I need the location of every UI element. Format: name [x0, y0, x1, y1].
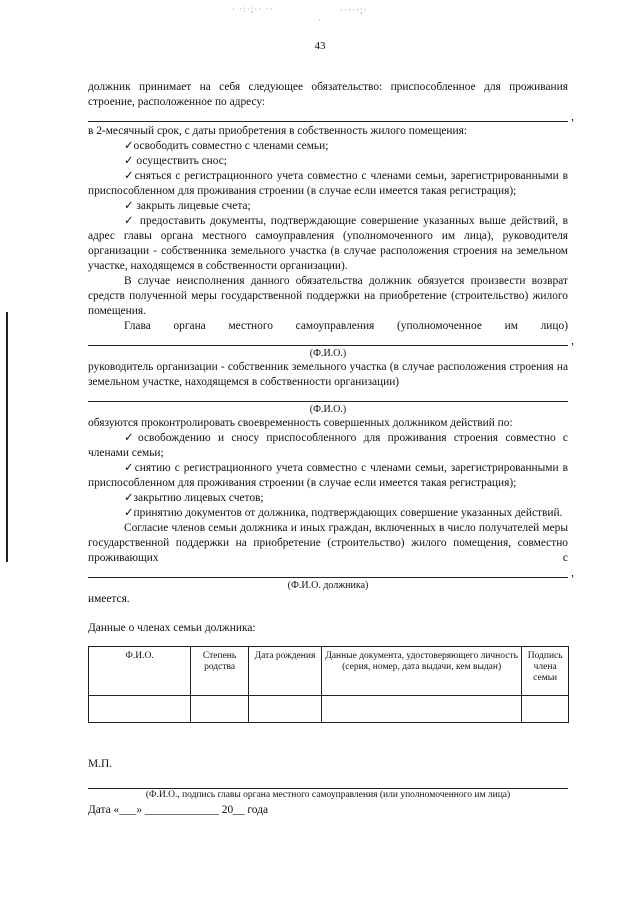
signature-caption: (Ф.И.О., подпись главы органа местного самоуправления (или уполномоченного им лица): [145, 790, 511, 800]
date-line: Дата «___» _____________ 20__ года: [88, 804, 268, 816]
column-header-id-document: Данные документа, удостоверяющего личность (серия, номер, дата выдачи, кем выдан): [322, 647, 522, 696]
fio-caption: (Ф.И.О.): [309, 404, 347, 415]
blank-comma: ,: [571, 111, 574, 123]
table-cell: [191, 696, 249, 723]
paragraph-family-consent: Согласие членов семьи должника и иных граждан, включенных в число получателей меры государственной поддержки на приобретение (строительство) жилого помещения, совместно проживающих с: [88, 522, 568, 564]
fio-caption: (Ф.И.О.): [309, 348, 347, 359]
obligation-item-close-accounts: ✓ закрыть лицевые счета;: [124, 200, 251, 212]
obligation-item-demolish: ✓ осуществить снос;: [124, 155, 227, 167]
column-header-signature: Подпись члена семьи: [522, 647, 569, 696]
paragraph-control-obligation: обязуются проконтролировать своевременность совершенных должником действий по:: [88, 417, 513, 429]
scan-artifact-left: · ·:·;·· ··: [232, 4, 274, 14]
address-blank-line: [88, 110, 574, 123]
paragraph-deadline: в 2-месячный срок, с даты приобретения в собственность жилого помещения:: [88, 125, 467, 137]
control-item-documents: ✓принятию документов от должника, подтверждающих совершение указанных действий.: [124, 507, 563, 519]
obligation-item-deregister: ✓сняться с регистрационного учета совместно с членами семьи, зарегистрированными в приспособленном для проживания строении (в случае если имеется такая регистрация);: [88, 170, 568, 197]
control-item-deregister: ✓снятию с регистрационного учета совместно с членами семьи, зарегистрированными в приспособленном для проживания строении (в случае если имеется такая регистрация);: [88, 462, 568, 489]
table-cell: [248, 696, 321, 723]
obligation-item-documents: ✓ предоставить документы, подтверждающие совершение указанных выше действий, в адрес главы органа местного самоуправления (уполномоченного им лица), руководителя организации - собственника земельного участка (в случае расположения строения на земельном участке, находящемся в собственности организации).: [88, 215, 568, 272]
scan-margin-bar: [6, 312, 8, 562]
control-item-vacate: ✓освобождению и сносу приспособленного для проживания строения совместно с членами семьи;: [88, 432, 568, 459]
debtor-name-blank-line: [88, 566, 574, 579]
fio-debtor-caption: (Ф.И.О. должника): [287, 580, 369, 591]
column-header-birthdate: Дата рождения: [248, 647, 321, 696]
paragraph-obligation-intro: должник принимает на себя следующее обязательство: приспособленное для проживания строение, расположенное по адресу:: [88, 81, 568, 108]
paragraph-exists: имеется.: [88, 593, 130, 605]
paragraph-refund: В случае неисполнения данного обязательства должник обязуется произвести возврат средств полученной меры государственной поддержки на приобретение (строительство) жилого помещения.: [88, 275, 568, 317]
page-number: 43: [314, 40, 326, 52]
control-item-close-accounts: ✓закрытию лицевых счетов;: [124, 492, 264, 504]
signature-blank-line: [88, 776, 568, 789]
column-header-relation: Степень родства: [191, 647, 249, 696]
column-header-fio: Ф.И.О.: [89, 647, 191, 696]
obligation-item-vacate: ✓освободить совместно с членами семьи;: [124, 140, 329, 152]
paragraph-organization-head: руководитель организации - собственник земельного участка (в случае расположения строения на земельном участке, находящемся в собственности организации): [88, 361, 568, 388]
family-table-title: Данные о членах семьи должника:: [88, 622, 256, 634]
scan-artifact-center: ·: [318, 15, 322, 25]
paragraph-head-of-authority: Глава органа местного самоуправления (уполномоченное им лицо): [124, 320, 568, 332]
document-body: [88, 80, 574, 818]
family-members-table: [88, 646, 569, 723]
table-header-row: [89, 647, 569, 696]
blank-comma: ,: [571, 335, 574, 347]
table-row: [89, 696, 569, 723]
organization-name-blank-line: [88, 390, 568, 402]
table-cell: [322, 696, 522, 723]
head-name-blank-line: [88, 334, 574, 347]
blank-comma: ,: [571, 567, 574, 579]
table-cell: [522, 696, 569, 723]
stamp-place-label: М.П.: [88, 758, 113, 770]
scan-artifact-right: ·····;·: [340, 5, 368, 15]
table-cell: [89, 696, 191, 723]
